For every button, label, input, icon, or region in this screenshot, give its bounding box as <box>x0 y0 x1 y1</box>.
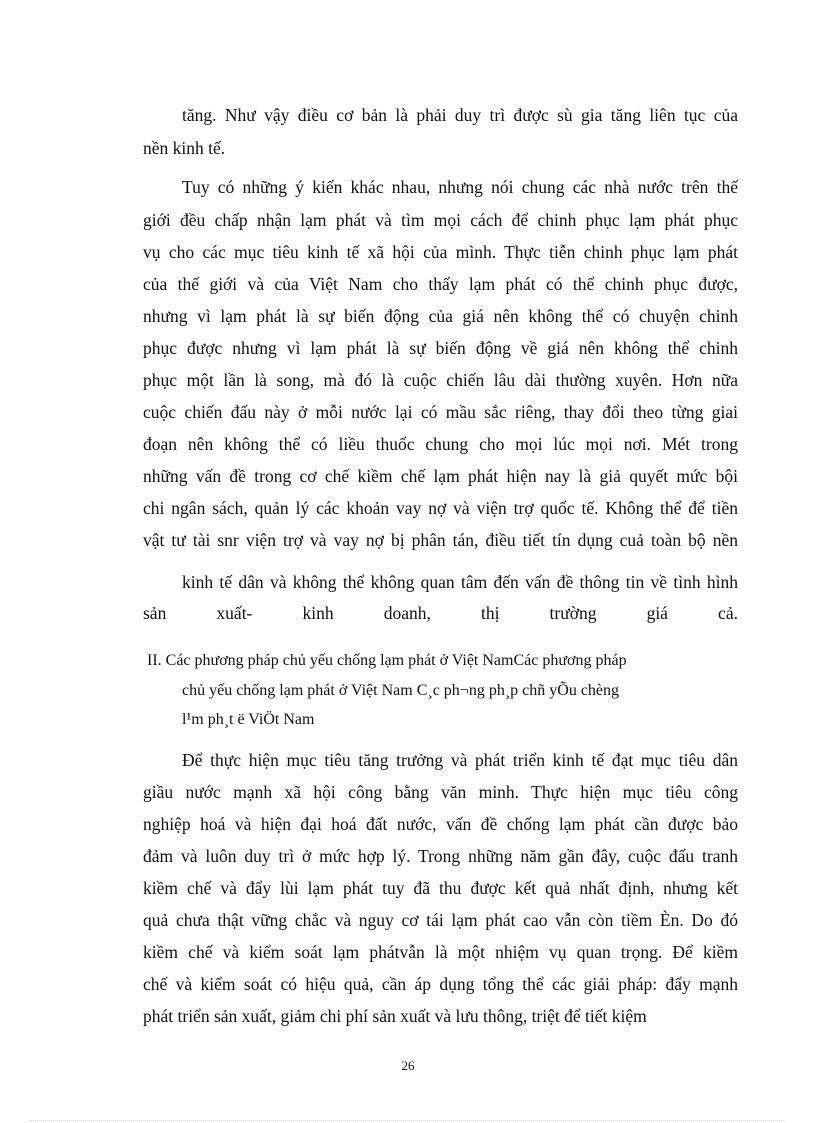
text-line: kiềm chế và kiểm soát lạm phátvẫn là một nhiệm vụ quan trọng. Để kiềm <box>143 942 738 962</box>
word: thị <box>480 603 500 623</box>
text-line: Tuy có những ý kiến khác nhau, nhưng nói chung các nhà nước trên thế <box>182 177 738 197</box>
text-line: cuộc chiến đấu này ở mỗi nước lại có mầu sắc riêng, thay đổi theo từng giai <box>143 402 738 422</box>
text-line: giới đều chấp nhận lạm phát và tìm mọi cách để chinh phục lạm phát phục <box>143 210 738 230</box>
text-line: đoạn nên không thể có liều thuốc chung cho mọi lúc mọi nơi. Mét trong <box>143 434 738 454</box>
word: sản <box>143 603 167 623</box>
text-line: quả chưa thật vững chắc và nguy cơ tái lạm phát cao vẫn còn tiềm Èn. Do đó <box>143 910 738 930</box>
text-line: vật tư tài snr viện trợ và vay nợ bị phân tán, điều tiết tín dụng cuả toàn bộ nền <box>143 530 738 550</box>
text-line: phục một lần là song, mà đó là cuộc chiến lâu dài thường xuyên. Hơn nữa <box>143 370 738 390</box>
text-line: những vấn đề trong cơ chế kiềm chế lạm phát hiện nay là giả quyết mức bội <box>143 466 738 486</box>
text-line: chi ngân sách, quản lý các khoản vay nợ và viện trợ quốc tế. Không thể để tiền <box>143 498 738 518</box>
word: cả. <box>718 603 738 623</box>
section-heading-line: chủ yếu chống lạm phát ở Việt Nam C¸c ph¬ng ph¸p chñ yÕu chèng <box>182 682 620 699</box>
text-line-spread <box>143 601 738 625</box>
word: kinh <box>302 603 334 623</box>
text-line: kinh tế dân và không thể không quan tâm đến vấn đề thông tin về tình hình <box>182 572 738 592</box>
word: doanh, <box>383 603 431 623</box>
text-line: vụ cho các mục tiêu kinh tế xã hội của mình. Thực tiễn chinh phục lạm phát <box>143 242 738 262</box>
text-line: nghiệp hoá và hiện đại hoá đất nước, vấn đề chống lạm phát cần được bảo <box>143 814 738 834</box>
section-heading-line: l¹m ph¸t ë ViÖt Nam <box>182 711 315 728</box>
text-line: đảm và luôn duy trì ở mức hợp lý. Trong những năm gần đây, cuộc đấu tranh <box>143 846 738 866</box>
text-line: tăng. Như vậy điều cơ bản là phải duy trì được sù gia tăng liên tục của <box>182 105 738 125</box>
page-number: 26 <box>401 1058 415 1073</box>
text-line: phục được nhưng vì lạm phát là sự biến động về giá nên không thể chinh <box>143 338 738 358</box>
page-bottom-divider <box>30 1120 786 1121</box>
text-line: Để thực hiện mục tiêu tăng trưởng và phát triển kinh tế đạt mục tiêu dân <box>182 750 738 770</box>
text-line: phát triển sản xuất, giảm chi phí sản xuất và lưu thông, triệt để tiết kiệm <box>143 1006 647 1026</box>
text-line: nhưng vì lạm phát là sự biến động của giá nên không thể có chuyện chinh <box>143 306 738 326</box>
text-line: nền kinh tế. <box>143 138 226 158</box>
word: trường <box>549 603 597 623</box>
text-line: giầu nước mạnh xã hội công bằng văn minh. Thực hiện mục tiêu công <box>143 782 738 802</box>
text-line: của thế giới và của Việt Nam cho thấy lạm phát có thể chinh phục được, <box>143 274 738 294</box>
text-line: chế và kiểm soát có hiệu quả, cần áp dụng tổng thể các giải pháp: đẩy mạnh <box>143 974 738 994</box>
section-heading-line: II. Các phương pháp chủ yếu chống lạm phát ở Việt NamCác phương pháp <box>147 652 627 669</box>
word: xuất- <box>216 603 253 623</box>
word: giá <box>646 603 668 623</box>
text-line: kiềm chế và đẩy lùi lạm phát tuy đã thu được kết quả nhất định, nhưng kết <box>143 878 738 898</box>
